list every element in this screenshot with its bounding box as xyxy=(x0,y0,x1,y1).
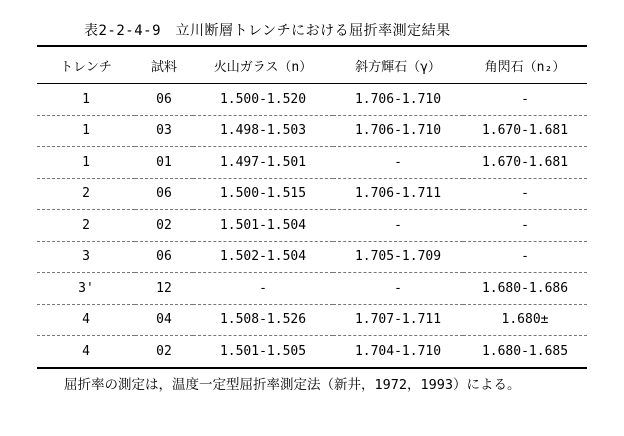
table-footnote: 屈折率の測定は，温度一定型屈折率測定法（新井，1972，1993）による。 xyxy=(64,377,521,393)
cell-trench: 3' xyxy=(37,273,135,305)
table-row xyxy=(37,115,587,147)
refractive-index-table xyxy=(37,45,587,369)
header-sample: 試料 xyxy=(135,46,193,84)
cell-opx: - xyxy=(333,147,463,179)
cell-ho: - xyxy=(463,84,587,116)
table-row xyxy=(37,84,587,116)
table-row xyxy=(37,178,587,210)
cell-ho: - xyxy=(463,178,587,210)
cell-sample: 06 xyxy=(135,178,193,210)
cell-trench: 1 xyxy=(37,84,135,116)
cell-ho: - xyxy=(463,241,587,273)
cell-sample: 04 xyxy=(135,304,193,336)
cell-sample: 02 xyxy=(135,336,193,368)
table-row xyxy=(37,336,587,368)
cell-trench: 2 xyxy=(37,178,135,210)
header-trench: トレンチ xyxy=(37,46,135,84)
cell-opx: - xyxy=(333,210,463,242)
cell-glass: 1.501-1.505 xyxy=(193,336,333,368)
cell-glass: - xyxy=(193,273,333,305)
cell-opx: 1.706-1.710 xyxy=(333,84,463,116)
cell-sample: 01 xyxy=(135,147,193,179)
header-volcanic-glass: 火山ガラス（n） xyxy=(193,46,333,84)
cell-sample: 12 xyxy=(135,273,193,305)
cell-sample: 03 xyxy=(135,115,193,147)
cell-trench: 1 xyxy=(37,115,135,147)
cell-opx: 1.705-1.709 xyxy=(333,241,463,273)
cell-opx: 1.706-1.711 xyxy=(333,178,463,210)
cell-sample: 06 xyxy=(135,84,193,116)
cell-ho: 1.680± xyxy=(463,304,587,336)
table-title: 表2-2-4-9 立川断層トレンチにおける屈折率測定結果 xyxy=(84,23,451,39)
table-row xyxy=(37,304,587,336)
cell-trench: 1 xyxy=(37,147,135,179)
cell-ho: 1.670-1.681 xyxy=(463,147,587,179)
cell-glass: 1.501-1.504 xyxy=(193,210,333,242)
table-row xyxy=(37,241,587,273)
cell-sample: 02 xyxy=(135,210,193,242)
cell-trench: 4 xyxy=(37,304,135,336)
header-hornblende: 角閃石（n₂） xyxy=(463,46,587,84)
cell-trench: 2 xyxy=(37,210,135,242)
cell-ho: 1.680-1.685 xyxy=(463,336,587,368)
cell-glass: 1.500-1.515 xyxy=(193,178,333,210)
table-row xyxy=(37,210,587,242)
cell-trench: 3 xyxy=(37,241,135,273)
cell-opx: 1.706-1.710 xyxy=(333,115,463,147)
cell-ho: 1.680-1.686 xyxy=(463,273,587,305)
cell-glass: 1.508-1.526 xyxy=(193,304,333,336)
cell-glass: 1.502-1.504 xyxy=(193,241,333,273)
cell-glass: 1.500-1.520 xyxy=(193,84,333,116)
header-orthopyroxene: 斜方輝石（γ） xyxy=(333,46,463,84)
cell-opx: 1.704-1.710 xyxy=(333,336,463,368)
cell-glass: 1.498-1.503 xyxy=(193,115,333,147)
cell-ho: - xyxy=(463,210,587,242)
cell-trench: 4 xyxy=(37,336,135,368)
cell-sample: 06 xyxy=(135,241,193,273)
cell-glass: 1.497-1.501 xyxy=(193,147,333,179)
table-row xyxy=(37,147,587,179)
header-row xyxy=(37,46,587,84)
cell-opx: 1.707-1.711 xyxy=(333,304,463,336)
table-row xyxy=(37,273,587,305)
cell-ho: 1.670-1.681 xyxy=(463,115,587,147)
cell-opx: - xyxy=(333,273,463,305)
